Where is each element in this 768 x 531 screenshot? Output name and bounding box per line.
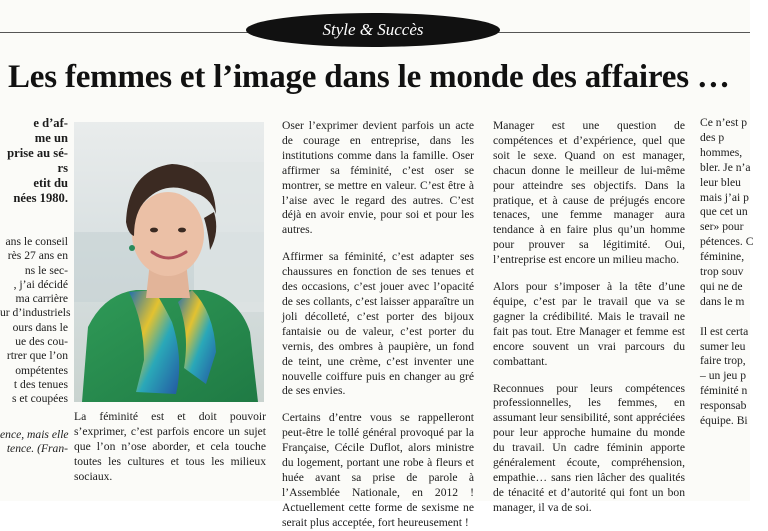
body-line: pétences. C	[700, 235, 754, 249]
intro-line: prise au sé-	[7, 146, 68, 160]
body-line: dans le m	[700, 294, 745, 308]
body-line: féminité n	[700, 384, 748, 398]
body-line: ue des cou-	[15, 335, 68, 349]
article-column-3	[493, 119, 685, 516]
body-line: tence. (Fran-	[6, 442, 68, 456]
article-column-2	[282, 119, 474, 531]
intro-line: rs	[57, 161, 68, 175]
body-line: Il est certa	[700, 324, 749, 338]
intro-line: nées 1980.	[13, 191, 68, 205]
left-column-tail	[0, 428, 68, 457]
body-line: , j’ai décidé	[13, 277, 68, 291]
article-column-4	[700, 116, 760, 429]
portrait-photo	[74, 122, 264, 402]
body-line: hommes,	[700, 145, 743, 159]
intro-line: etit du	[33, 176, 68, 190]
body-line: ser» pour	[700, 220, 744, 234]
body-line: ompétentes	[15, 363, 68, 377]
body-line: qui ne de	[700, 279, 743, 293]
body-line: trop souv	[700, 265, 744, 279]
paragraph: Affirmer sa féminité, c’est adapter ses chaussures en fonction de ses tenues et des occasions, c’est jouer avec l’opacité de ses collants, c’est laisser apparaître un joli décolleté, c’est porter des bijoux fantaisie ou de valeur, c’est porter du vernis, des ombres à paupière, un fond de teint, une crème, c’est inventer une nouvelle coiffure puis en changer au gré de ses envies.	[282, 250, 474, 398]
body-line: t des tenues	[13, 377, 68, 391]
paragraph: Certains d’entre vous se rappelleront peut-être le tollé général provoqué par la Française, Cécile Duflot, alors ministre du logement, portant une robe à fleurs et huée avant sa prise de parole à l’Assemblée Nationale, en 2012 ! Actuellement cette forme de sexisme ne serait plus acceptée, fort heureusement !	[282, 411, 474, 529]
paragraph: Oser l’exprimer devient parfois un acte de courage en entreprise, dans les institutions comme dans la famille. Oser affirmer sa féminité, c’est oser se montrer, se mettre en valeur. C’est être à l’aise avec le regard des autres. C’est déjà en avoir envie, pour soi et pour les autres.	[282, 119, 474, 237]
body-line: ours dans le	[12, 320, 68, 334]
body-line: ence, mais elle	[0, 428, 69, 441]
paragraph: Reconnues pour leurs compétences professionnelles, les femmes, en assumant leur sensibilité, sont appréciées pour leur approche humaine du monde du travail. Un cadre féminin apporte généralement écoute, compréhension, empathie… sans rien lâcher des qualités de ténacité et d’autorité qui font un bon manager, il va de soi.	[493, 381, 685, 514]
body-line: équipe. Bi	[700, 414, 748, 428]
body-line: ma carrière	[15, 292, 68, 306]
body-line: féminine,	[700, 250, 745, 264]
intro-line: e d’af-	[33, 116, 68, 130]
body-line: sumer leu	[700, 339, 746, 353]
body-line: mais j’ai p	[700, 190, 749, 204]
body-line: s et coupées	[11, 392, 68, 406]
body-line: des p	[700, 130, 725, 144]
body-line: bler. Je n’a	[700, 160, 751, 174]
paragraph: Alors pour s’imposer à la tête d’une équipe, c’est par le travail que va se gagner la crédibilité. Mais le travail ne fait pas tout. Etre Manager et femme est encore souvent un vrai parcours du combattant.	[493, 280, 685, 368]
headline: Les femmes et l’image dans le monde des affaires …	[8, 59, 730, 95]
photo-caption: La féminité est et doit pouvoir s’exprimer, c’est parfois encore un sujet que l’on n’ose aborder, et cela touche toutes les cultures et tous les milieux sociaux.	[74, 410, 266, 483]
body-line	[700, 310, 760, 325]
body-line: Ce n’est p	[700, 116, 748, 129]
paragraph: Manager est une question de compétences et d’expérience, quel que soit le sexe. Quand on est manager, chacun donne le meilleur de lui-même pour atteindre ses objectifs. Dans la pratique, et à cause de préjugés encore tenaces, une femme manager aura tendance à en faire plus qu’un homme pour prouver sa légitimité. Oui, l’entreprise est encore un milieu macho.	[493, 119, 685, 267]
body-line: ur d’industriels	[0, 306, 71, 320]
body-line: responsab	[700, 399, 747, 413]
intro-line: me un	[34, 131, 68, 145]
left-column-intro	[0, 116, 68, 206]
body-line: leur bleu	[700, 175, 741, 189]
left-column-body	[0, 235, 71, 407]
body-line: rtrer que l’on	[6, 349, 68, 363]
body-line: rès 27 ans en	[7, 249, 68, 263]
body-line: faire trop,	[700, 354, 746, 368]
body-line: que cet un	[700, 205, 748, 219]
rubric-badge: Style & Succès	[246, 13, 500, 47]
body-line: ans le conseil	[5, 235, 68, 248]
body-line: ns le sec-	[24, 263, 68, 277]
body-line: – un jeu p	[700, 369, 747, 383]
